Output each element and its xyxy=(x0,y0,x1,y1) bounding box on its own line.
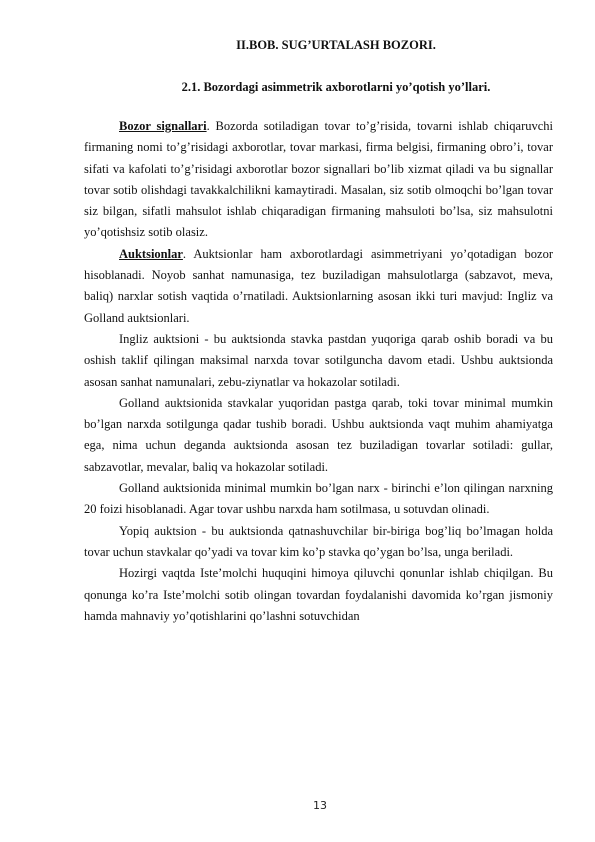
paragraph-golland-auktsioni xyxy=(84,393,553,478)
body-text xyxy=(84,116,553,627)
paragraph-text: Golland auktsionida minimal mumkin bo’lgan narx - birinchi e’lon qilingan narxning 20 foizi hisoblanadi. Agar tovar ushbu narxda ham sotilmasa, u sotuvdan olinadi. xyxy=(84,481,553,517)
term-auktsionlar: Auktsionlar xyxy=(119,246,183,261)
paragraph-golland-minimal-narx xyxy=(84,478,553,521)
paragraph-text: Yopiq auktsion - bu auktsionda qatnashuvchilar bir-biriga bog’liq bo’lmagan holda tovar uchun stavkalar qo’yadi va tovar kim ko’p stavka qo’ygan bo’lsa, unga beriladi. xyxy=(84,523,553,559)
chapter-heading: II.BOB. SUG’URTALASH BOZORI. xyxy=(236,38,436,52)
paragraph-text: Ingliz auktsioni - bu auktsionda stavka pastdan yuqoriga qarab oshib boradi va bu oshish taklif qilingan maksimal narxda tovar sotilguncha davom etadi. Ushbu auktsionda asosan sanhat namunalari, zebu-ziynatlar va hokazolar sotiladi. xyxy=(84,331,553,389)
paragraph-text: . Auktsionlar ham axborotlardagi asimmetriyani yo’qotadigan bozor hisoblanadi. Noyob sanhat namunasiga, tez buziladigan mahsulotlarga (sabzavot, meva, baliq) narxlar sotish vaqtida o’rnatiladi. Auktsionlarning asosan ikki turi mavjud: Ingliz va Golland auktsionlari. xyxy=(84,246,553,325)
paragraph-yopiq-auktsion xyxy=(84,521,553,564)
paragraph-text: Hozirgi vaqtda Iste’molchi huquqini himoya qiluvchi qonunlar ishlab chiqilgan. Bu qonunga ko’ra Iste’molchi sotib olingan tovardan foydalanishi davomida ko’rgan jismoniy hamda mahnaviy yo’qotishlarini qo’lashni sotuvchidan xyxy=(84,566,553,623)
paragraph-istemolchi-huquqi xyxy=(84,563,553,627)
paragraph-text: . Bozorda sotiladigan tovar to’g’risida, tovarni ishlab chiqaruvchi firmaning nomi to’g’risidagi axborotlar, tovar markasi, firma belgisi, firmaning obro’i, tovar sifati va kafolati to’g’risidagi axborotlar bozor signallari bo’lib xizmat qiladi va bu signallar tovar sotib olishdagi tavakkalchilikni kamaytiradi. Masalan, siz sotib olmoqchi bo’lgan tovar siz bilgan, sifatli mahsulot ishlab chiqaradigan firmaning mahsuloti bo’lsa, siz mahsulotni yo’qotishsiz sotib olasiz. xyxy=(84,119,554,240)
term-bozor-signallari: Bozor signallari xyxy=(119,119,207,133)
page-number: 13 xyxy=(313,799,327,812)
paragraph-bozor-signallari xyxy=(84,116,553,244)
paragraph-auktsionlar xyxy=(84,244,553,329)
paragraph-ingliz-auktsioni xyxy=(84,329,553,393)
section-heading: 2.1. Bozordagi asimmetrik axborotlarni yo’qotish yo’llari. xyxy=(181,80,491,94)
paragraph-text: Golland auktsionida stavkalar yuqoridan pastga qarab, toki tovar minimal mumkin bo’lgan narxda sotilgunga qadar tushib boradi. Ushbu auktsionda vaqt muhim ahamiyatga ega, nima uchun deganda auktsionda asosan tez buziladigan tovarlar sotiladi: gullar, sabzavotlar, mevalar, baliq va hokazolar sotiladi. xyxy=(84,395,553,474)
